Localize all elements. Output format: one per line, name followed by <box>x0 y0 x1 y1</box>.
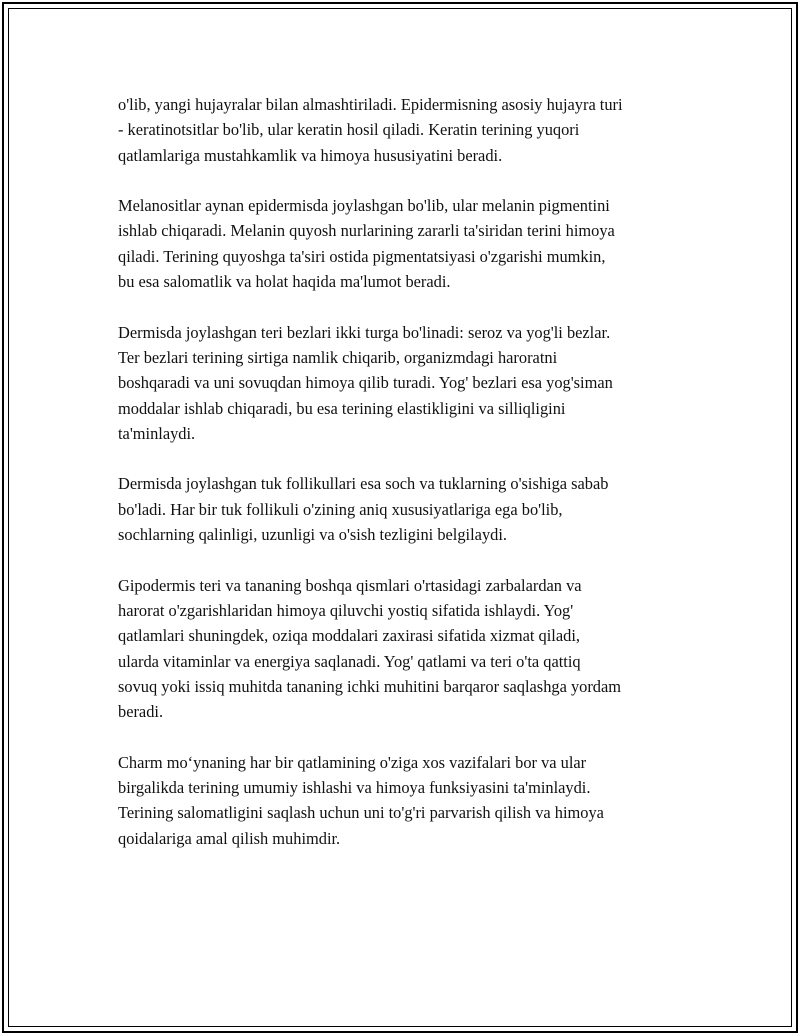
paragraph-hair-follicles: Dermisda joylashgan tuk follikullari esa soch va tuklarning o'sishiga sabab bo'ladi. Har bir tuk follikuli o'zining aniq xususiyatlariga ega bo'lib, sochlarning qalinligi, uzunligi va o'sish tezligini belgilaydi. <box>118 474 609 545</box>
document-body <box>118 92 698 876</box>
paragraph-epidermis-cells: o'lib, yangi hujayralar bilan almashtiriladi. Epidermisning asosiy hujayra turi - keratinotsitlar bo'lib, ular keratin hosil qiladi. Keratin terining yuqori qatlamlariga mustahkamlik va himoya hususiyatini beradi. <box>118 95 623 165</box>
paragraph-skin-glands: Dermisda joylashgan teri bezlari ikki turga bo'linadi: seroz va yog'li bezlar. Ter bezlari terining sirtiga namlik chiqarib, organizmdagi haroratni boshqaradi va uni sovuqdan himoya qilib turadi. Yog' bezlari esa yog'siman moddalar ishlab chiqaradi, bu esa terining elastikligini va silliqligini ta'minlaydi. <box>118 322 613 443</box>
paragraph-melanocytes: Melanositlar aynan epidermisda joylashgan bo'lib, ular melanin pigmentini ishlab chiqaradi. Melanin quyosh nurlarining zararli ta'siridan terini himoya qiladi. Terining quyoshga ta'siri ostida pigmentatsiyasi o'zgarishi mumkin, bu esa salomatlik va holat haqida ma'lumot beradi. <box>118 196 615 292</box>
paragraph-hypodermis: Gipodermis teri va tananing boshqa qismlari o'rtasidagi zarbalardan va harorat o'zgarishlaridan himoya qiluvchi yostiq sifatida ishlaydi. Yog' qatlamlari shuningdek, oziqa moddalari zaxirasi sifatida xizmat qiladi, ularda vitaminlar va energiya saqlanadi. Yog' qatlami va teri o'ta qattiq sovuq yoki issiq muhitda tananing ichki muhitini barqaror saqlashga yordam beradi. <box>118 575 622 722</box>
paragraph-conclusion: Charm mo‘ynaning har bir qatlamining o'ziga xos vazifalari bor va ular birgalikda terining umumiy ishlashi va himoya funksiyasini ta'minlaydi. Terining salomatligini saqlash uchun uni to'g'ri parvarish qilish va himoya qoidalariga amal qilish muhimdir. <box>118 752 604 848</box>
